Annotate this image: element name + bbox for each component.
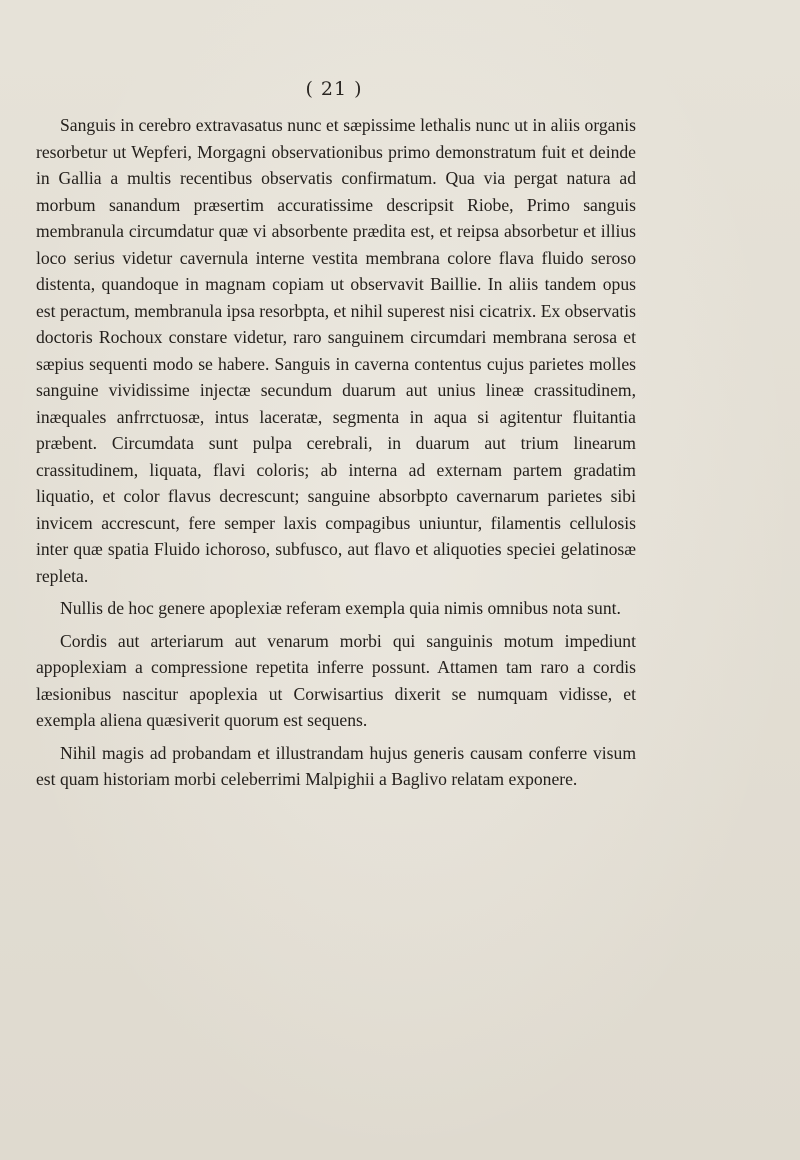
paragraph-3: Cordis aut arteriarum aut venarum morbi qui sanguinis motum impediunt appoplexiam a compressione repetita inferre possunt. Attamen tam raro a cordis læsionibus nascitur apoplexia ut Corwisartius dixerit se numquam vidisse, et exempla aliena quæsiverit quorum est sequens. — [36, 630, 636, 730]
body-text — [36, 112, 636, 793]
paragraph-2: Nullis de hoc genere apoplexiæ referam exempla quia nimis omnibus nota sunt. — [60, 598, 621, 618]
paragraph-1: Sanguis in cerebro extravasatus nunc et sæpissime lethalis nunc ut in aliis organis resorbetur ut Wepferi, Morgagni observationibus primo demonstratum fuit et deinde in Gallia a multis recentibus observatis confirmatum. Qua via pergat natura ad morbum sanandum præsertim accuratissime descripsit Riobe, Primo sanguis membranula circumdatur quæ vi absorbente prædita est, et reipsa absorbetur et illius loco serius videtur cavernula interne vestita membrana colore flava fluido seroso distenta, quandoque in magnam copiam ut observavit Baillie. In aliis tandem opus est peractum, membranula ipsa resorbpta, et nihil superest nisi cicatrix. Ex observatis doctoris Rochoux constare videtur, raro sanguinem circumdari membrana serosa et sæpius sequenti modo se habere. Sanguis in caverna contentus cujus parietes molles sanguine vividissime injectæ secundum duarum aut unius lineæ crassitudinem, inæquales anfrrctuosæ, intus laceratæ, segmenta in aqua si agitentur fluitantia præbent. Circumdata sunt pulpa cerebrali, in duarum aut trium linearum crassitudinem, liquata, flavi coloris; ab interna ad externam partem gradatim liquatio, et color flavus decrescunt; sanguine absorbpto cavernarum parietes sibi invicem accrescunt, fere semper laxis compagibus uniuntur, filamentis cellulosis inter quæ spatia Fluido ichoroso, subfusco, aut flavo et aliquoties speciei gelatinosæ repleta. — [36, 115, 636, 586]
paragraph-4: Nihil magis ad probandam et illustrandam hujus generis causam conferre visum est quam historiam morbi celeberrimi Malpighii a Baglivo relatam exponere. — [36, 742, 636, 789]
page-number: ( 21 ) — [305, 78, 363, 100]
